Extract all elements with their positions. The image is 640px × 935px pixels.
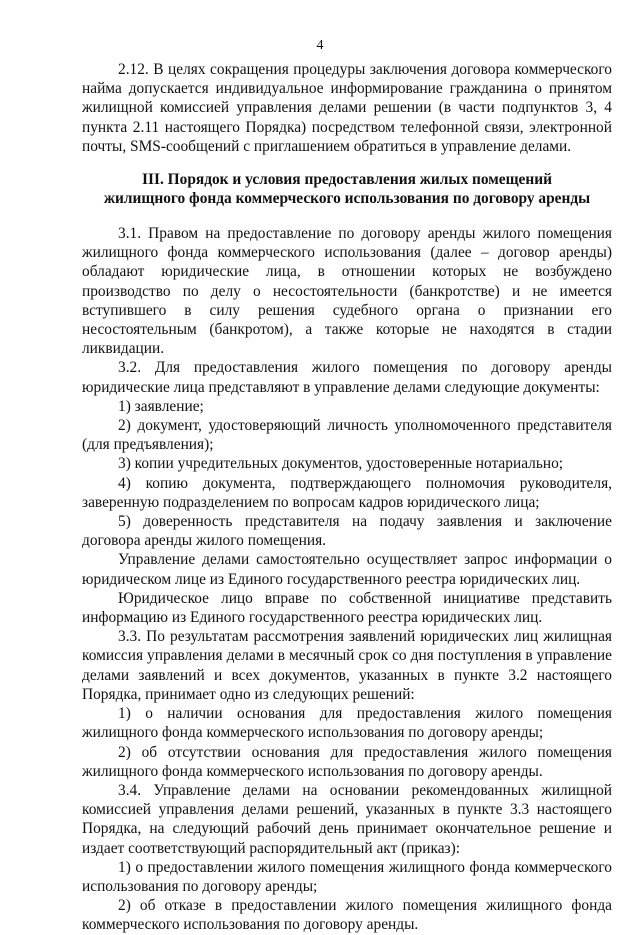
paragraph-3-2: 3.2. Для предоставления жилого помещения по договору аренды юридические лица представляют в управление делами следующие документы: [82, 359, 612, 396]
paragraph-3-4: 3.4. Управление делами на основании рекомендованных жилищной комиссией управления делами решений, указанных в пункте 3.3 настоящего Порядка, на следующий рабочий день принимает окончательное решение и издает соответствующий распорядительный акт (приказ): [82, 781, 612, 857]
paragraph-egrul-initiative: Юридическое лицо вправе по собственной инициативе представить информацию из Единого государственного реестра юридических лиц. [82, 589, 612, 627]
list-item-3-2-1: 1) заявление; [118, 397, 204, 415]
page-number: 4 [316, 38, 324, 53]
list-item-3-4-2: 2) об отказе в предоставлении жилого помещения жилищного фонда коммерческого использования по договору аренды. [82, 897, 612, 934]
list-item-3-3-1: 1) о наличии основания для предоставления жилого помещения жилищного фонда коммерческого использования по договору аренды; [82, 705, 612, 742]
paragraph-2-12: 2.12. В целях сокращения процедуры заключения договора коммерческого найма допускается индивидуальное информирование гражданина о принятом жилищной комиссией управления делами решении (в части подпунктов 3, 4 пункта 2.11 настоящего Порядка) посредством телефонной связи, электронной почты, SMS-сообщений с приглашением обратиться в управление делами. [82, 61, 612, 155]
list-item-3-2-4: 4) копию документа, подтверждающего полномочия руководителя, заверенную подразделением по вопросам кадров юридического лица; [82, 474, 612, 511]
paragraph-egrul-request: Управление делами самостоятельно осуществляет запрос информации о юридическом лице из Единого государственного реестра юридических лиц. [82, 551, 612, 588]
paragraph-3-1: 3.1. Правом на предоставление по договору аренды жилого помещения жилищного фонда коммерческого использования (далее – договор аренды) обладают юридические лица, в отношении которых не возбуждено производство по делу о несостоятельности (банкротстве) и не имеется вступившего в силу решения судебного органа о признании его несостоятельным (банкротом), а также которые не находятся в стадии ликвидации. [82, 225, 612, 358]
document-body [82, 60, 612, 935]
section-heading-line-1: III. Порядок и условия предоставления жилых помещений [141, 171, 552, 189]
list-item-3-2-5: 5) доверенность представителя на подачу заявления и заключение договора аренды жилого помещения. [82, 513, 612, 550]
section-heading-line-2: жилищного фонда коммерческого использования по договору аренды [103, 190, 591, 208]
list-item-3-2-2: 2) документ, удостоверяющий личность уполномоченного представителя (для предъявления); [82, 417, 612, 454]
list-item-3-4-1: 1) о предоставлении жилого помещения жилищного фонда коммерческого использования по договору аренды; [82, 858, 612, 895]
list-item-3-3-2: 2) об отсутствии основания для предоставления жилого помещения жилищного фонда коммерческого использования по договору аренды. [82, 743, 612, 780]
list-item-3-2-3: 3) копии учредительных документов, удостоверенные нотариально; [118, 455, 564, 473]
paragraph-3-3: 3.3. По результатам рассмотрения заявлений юридических лиц жилищная комиссия управления делами в месячный срок со дня поступления в управление делами заявлений и всех документов, указанных в пункте 3.2 настоящего Порядка, принимает одно из следующих решений: [82, 628, 612, 703]
section-heading [82, 170, 612, 208]
